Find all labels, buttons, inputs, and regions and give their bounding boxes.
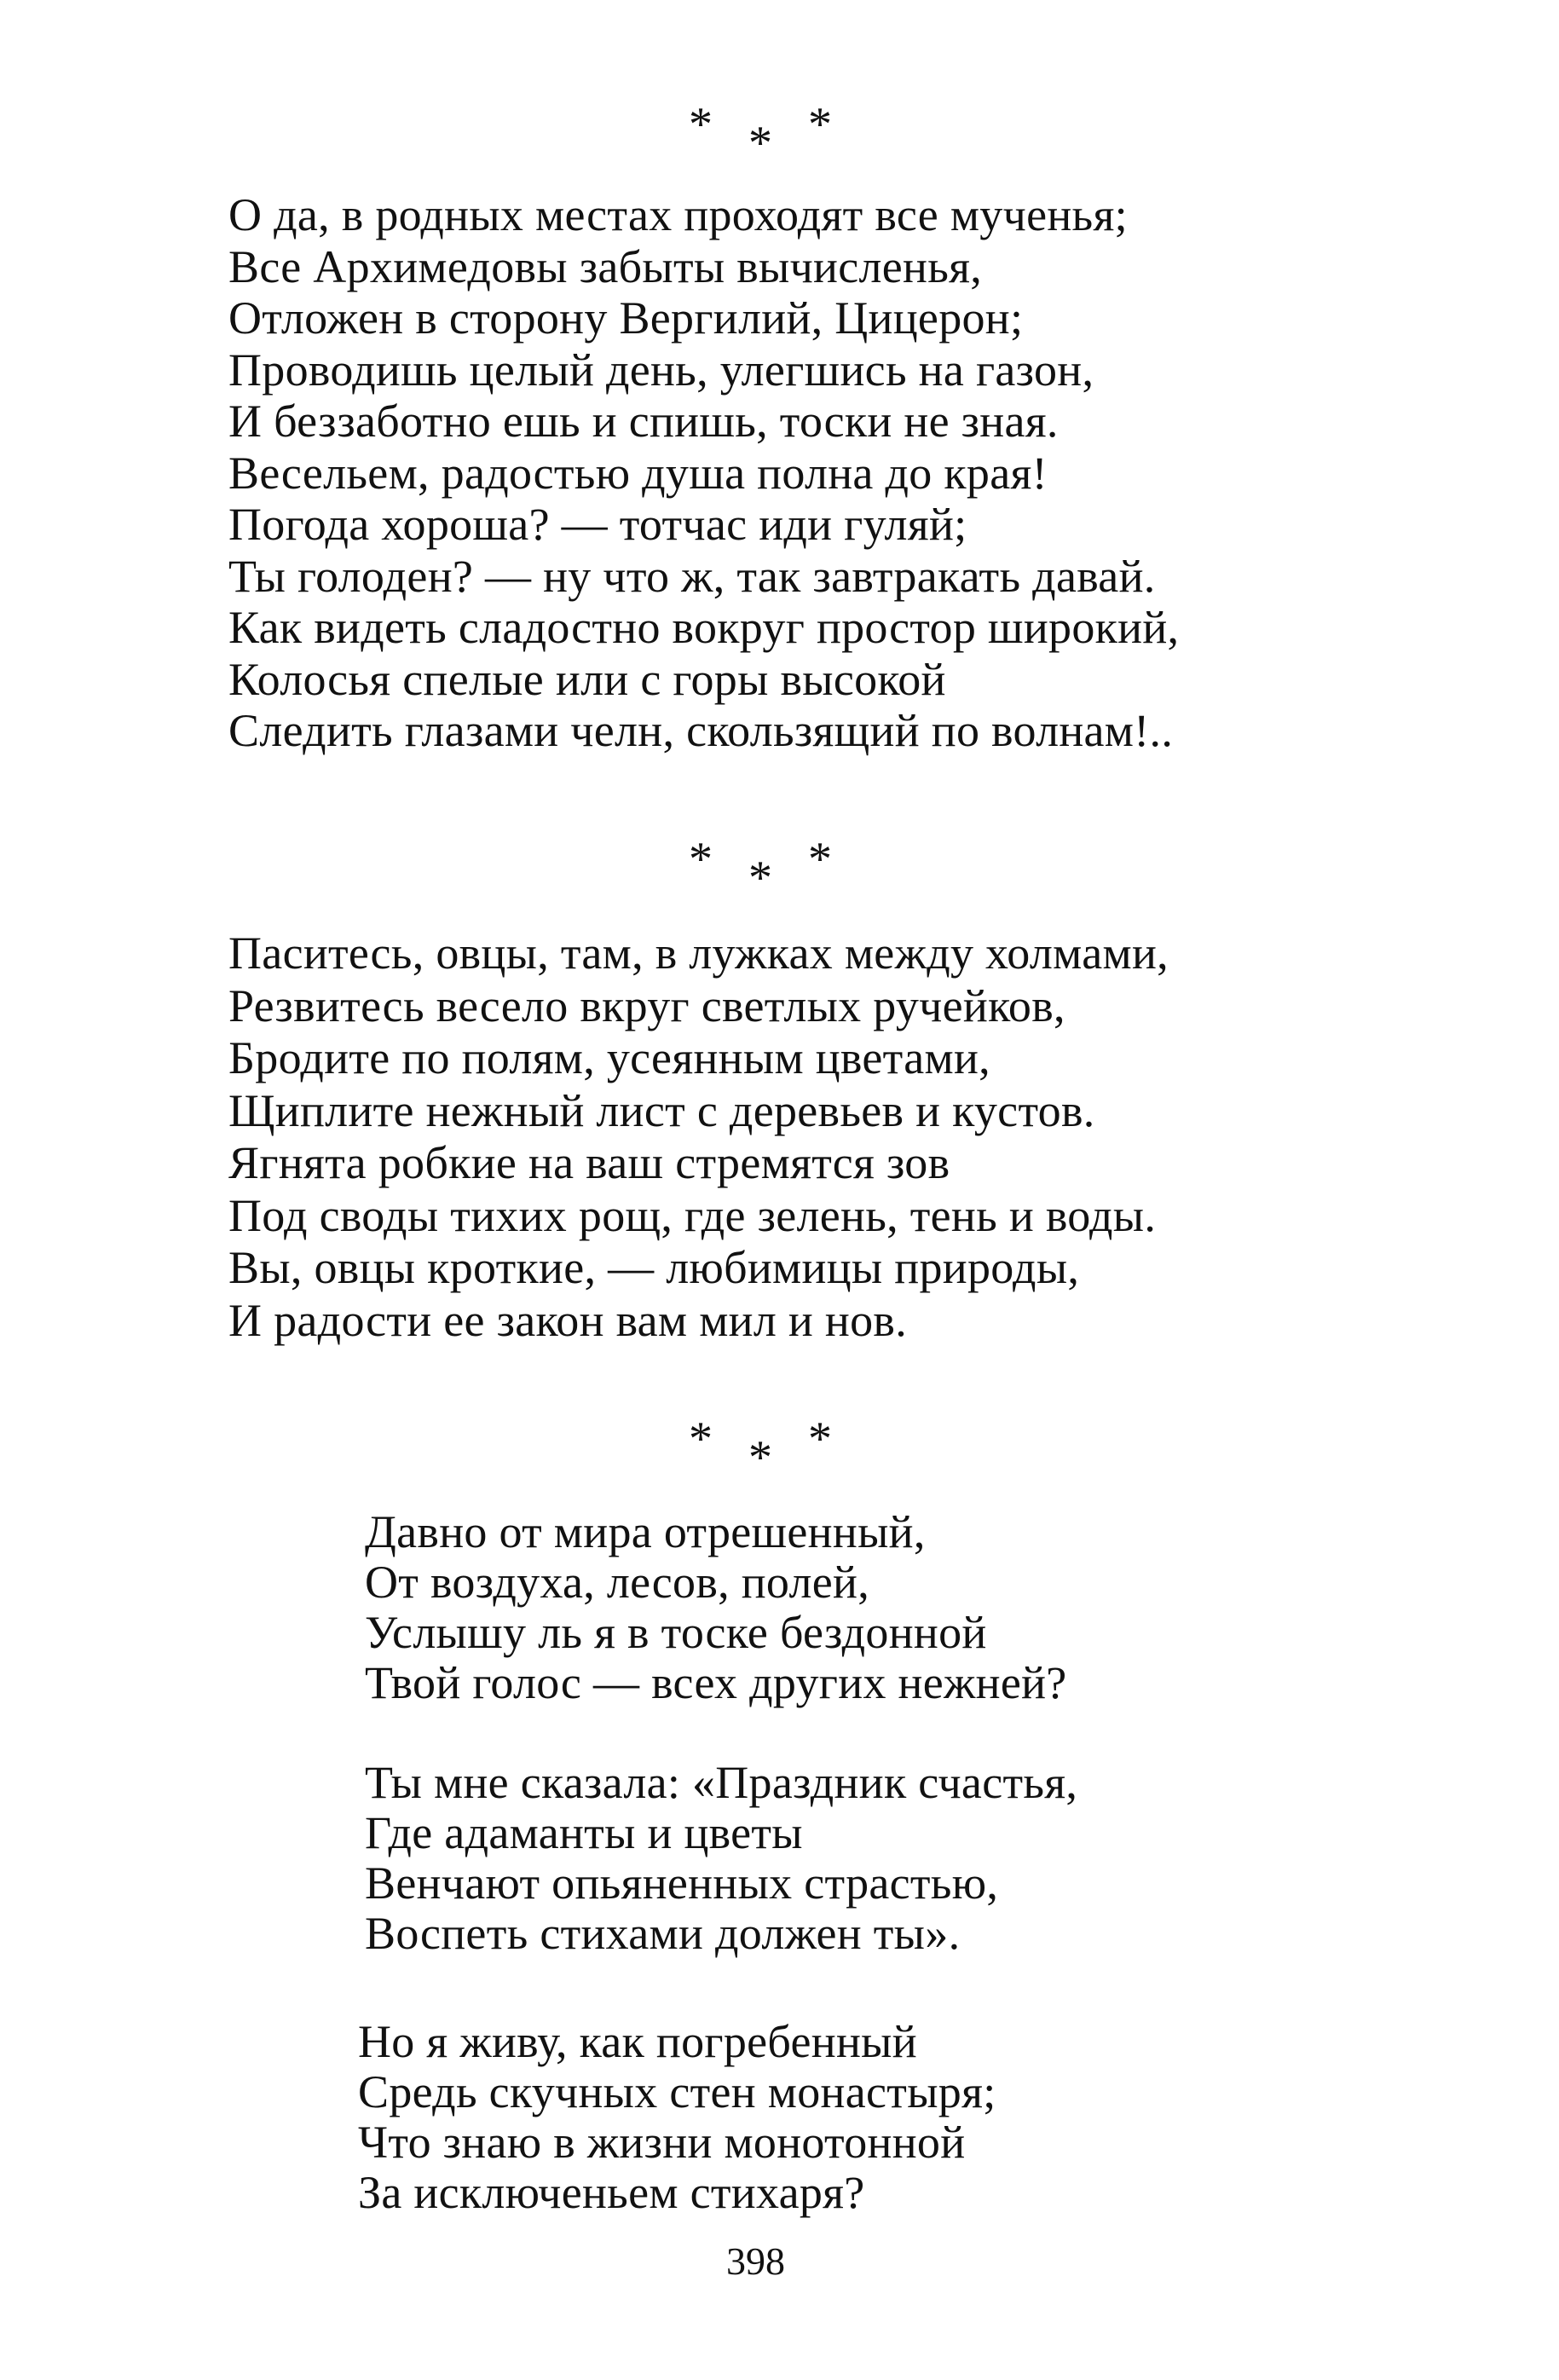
asterisk: * bbox=[808, 833, 832, 886]
section-separator-1 bbox=[689, 98, 859, 170]
poem-line: Ты мне сказала: «Праздник счастья, bbox=[365, 1757, 1078, 1808]
section-separator-2 bbox=[689, 835, 859, 904]
asterisk: * bbox=[748, 852, 772, 904]
poem-line: Проводишь целый день, улегшись на газон, bbox=[228, 344, 1094, 396]
asterisk: * bbox=[808, 1412, 832, 1465]
poem-3-stanza-3 bbox=[358, 2017, 996, 2218]
page-number: 398 bbox=[726, 2239, 785, 2283]
asterisk: * bbox=[689, 833, 713, 886]
poem-line: Твой голос — всех других нежней? bbox=[365, 1657, 1067, 1708]
asterisk: * bbox=[748, 1431, 772, 1484]
poem-line: Воспеть стихами должен ты». bbox=[365, 1908, 961, 1959]
poem-line: И беззаботно ешь и спишь, тоски не зная. bbox=[228, 396, 1059, 447]
poem-line: Бродите по полям, усеянным цветами, bbox=[228, 1032, 990, 1083]
poem-line: Отложен в сторону Вергилий, Цицерон; bbox=[228, 292, 1024, 344]
poem-line: От воздуха, лесов, полей, bbox=[365, 1557, 870, 1608]
poem-line: Колосья спелые или с горы высокой bbox=[228, 653, 946, 705]
poem-line: Все Архимедовы забыты вычисленья, bbox=[228, 240, 983, 292]
poem-line: Где адаманты и цветы bbox=[365, 1807, 803, 1858]
poem-line: Ты голоден? — ну что ж, так завтракать давай. bbox=[228, 550, 1156, 602]
poem-line: И радости ее закон вам мил и нов. bbox=[228, 1294, 908, 1346]
poem-line: Следить глазами челн, скользящий по волнам!.. bbox=[228, 705, 1174, 756]
poem-line: Услышу ль я в тоске бездонной bbox=[365, 1607, 987, 1658]
poem-line: Венчают опьяненных страстью, bbox=[365, 1857, 999, 1909]
poem-line: Что знаю в жизни монотонной bbox=[358, 2117, 966, 2168]
poem-2 bbox=[228, 927, 1169, 1347]
poem-line: Паситесь, овцы, там, в лужках между холмами, bbox=[228, 927, 1169, 979]
poem-line: Под своды тихих рощ, где зелень, тень и воды. bbox=[228, 1189, 1157, 1241]
poem-line: Но я живу, как погребенный bbox=[358, 2016, 917, 2067]
poem-line: Весельем, радостью душа полна до края! bbox=[228, 447, 1048, 499]
poem-3-stanza-2 bbox=[365, 1758, 1077, 1959]
poem-line: Как видеть сладостно вокруг простор широкий, bbox=[228, 602, 1180, 653]
poem-line: О да, в родных местах проходят все мученья; bbox=[228, 189, 1128, 240]
poem-3-stanza-1 bbox=[365, 1507, 1067, 1708]
asterisk: * bbox=[689, 1412, 713, 1465]
poem-line: Давно от мира отрешенный, bbox=[365, 1506, 926, 1557]
poem-line: Резвитесь весело вкруг светлых ручейков, bbox=[228, 979, 1065, 1031]
poem-line: Ягнята робкие на ваш стремятся зов bbox=[228, 1137, 950, 1188]
asterisk: * bbox=[689, 98, 713, 151]
poem-1 bbox=[228, 189, 1179, 757]
poem-line: За исключеньем стихаря? bbox=[358, 2167, 865, 2218]
poem-line: Щиплите нежный лист с деревьев и кустов. bbox=[228, 1084, 1095, 1136]
poem-line: Средь скучных стен монастыря; bbox=[358, 2066, 996, 2117]
section-separator-3 bbox=[689, 1412, 859, 1484]
asterisk: * bbox=[748, 117, 772, 170]
poem-line: Погода хороша? — тотчас иди гуляй; bbox=[228, 499, 967, 550]
asterisk: * bbox=[808, 98, 832, 151]
poem-line: Вы, овцы кроткие, — любимицы природы, bbox=[228, 1242, 1080, 1293]
